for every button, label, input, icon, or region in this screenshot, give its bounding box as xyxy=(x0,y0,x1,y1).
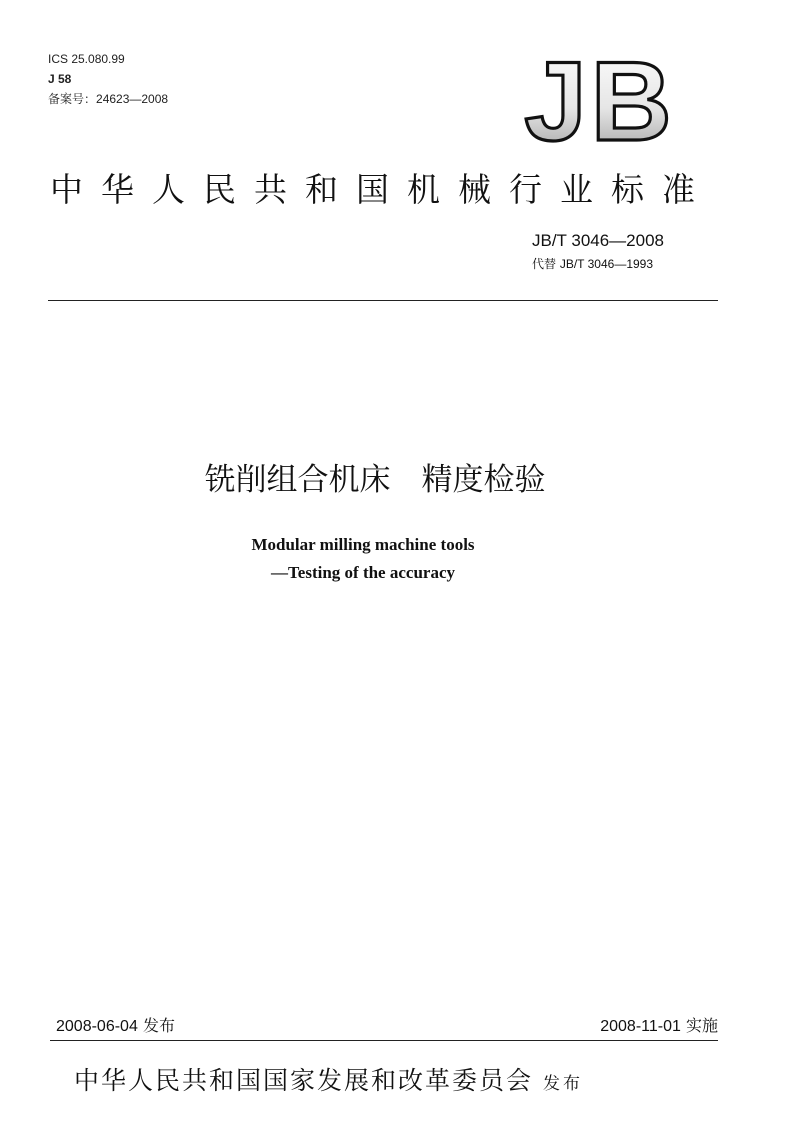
record-label: 备案号： xyxy=(48,92,97,106)
issue-date-line xyxy=(56,1016,175,1037)
record-number: 24623—2008 xyxy=(96,92,169,106)
title-english-line2: —Testing of the accuracy xyxy=(271,563,455,582)
jb-logo xyxy=(518,50,678,150)
title-english-line1: Modular milling machine tools xyxy=(251,535,475,554)
issue-date: 2008-06-04 xyxy=(56,1018,138,1035)
footer-divider xyxy=(50,1040,718,1041)
issuer-suffix: 发布 xyxy=(543,1074,584,1094)
issuer-name: 中华人民共和国国家发展和改革委员会 xyxy=(74,1066,534,1095)
standard-number: JB/T 3046—2008 xyxy=(532,231,664,250)
replaces-number: JB/T 3046—1993 xyxy=(559,257,654,271)
class-code: J 58 xyxy=(48,72,72,86)
header-divider xyxy=(48,300,718,301)
record-number-line xyxy=(48,92,168,106)
title-chinese: 铣削组合机床 精度检验 xyxy=(204,462,546,498)
effective-date: 2008-11-01 xyxy=(600,1018,681,1035)
effective-label: 实施 xyxy=(685,1016,718,1035)
org-title: 中华人民共和国机械行业标准 xyxy=(50,170,713,209)
ics-code: ICS 25.080.99 xyxy=(48,52,125,66)
issue-label: 发布 xyxy=(142,1016,175,1035)
replaces-line xyxy=(532,256,653,272)
effective-date-line xyxy=(600,1016,718,1037)
issuer-line xyxy=(74,1064,583,1101)
replaces-label: 代替 xyxy=(532,257,557,271)
logo-lettering: JB xyxy=(524,50,676,150)
